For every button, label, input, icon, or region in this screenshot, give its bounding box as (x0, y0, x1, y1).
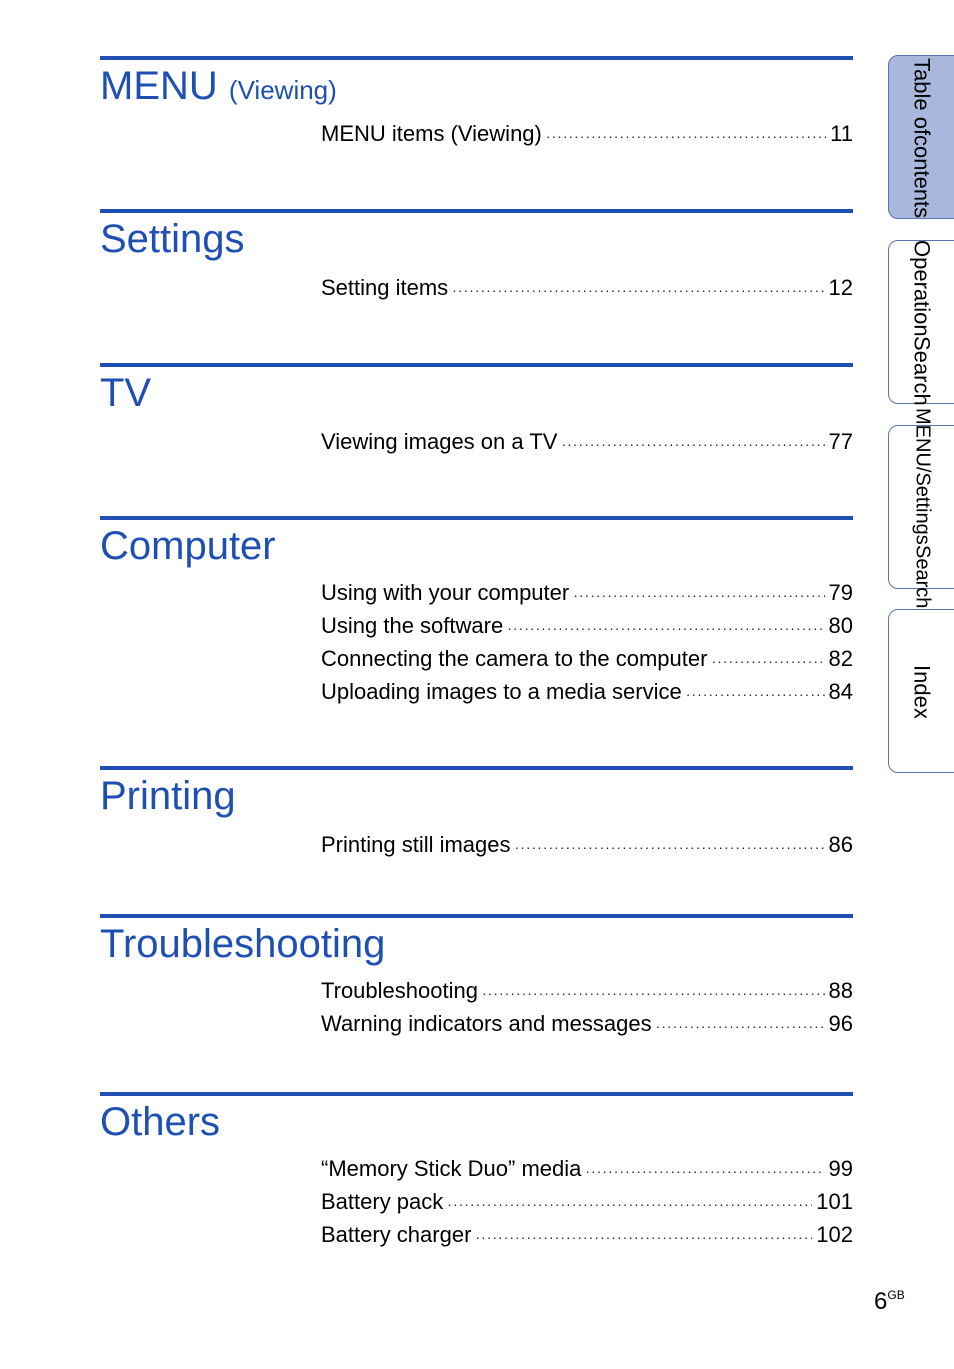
entry-text: Using the software (321, 613, 504, 638)
toc-entry-memory-stick[interactable] (321, 1152, 853, 1185)
tab-table-of-contents[interactable] (888, 55, 954, 219)
page-number (874, 1288, 905, 1316)
dot-leader (447, 1188, 812, 1221)
entry-text: Battery pack (321, 1189, 444, 1214)
toc-entry-battery-charger[interactable] (321, 1218, 853, 1251)
section-title: Printing (100, 774, 236, 818)
toc-entry-viewing-tv[interactable] (321, 425, 853, 458)
dot-leader (452, 274, 824, 307)
tab-label (889, 407, 954, 609)
tab-label (889, 56, 954, 220)
dot-leader (585, 1155, 824, 1188)
section-printing (100, 766, 853, 857)
entry-page: 86 (828, 832, 853, 857)
entry-text: Viewing images on a TV (321, 429, 558, 454)
entry-text: Battery charger (321, 1222, 472, 1247)
section-others (100, 1092, 853, 1247)
toc-entry-battery-pack[interactable] (321, 1185, 853, 1218)
section-subtitle: (Viewing) (228, 75, 337, 105)
dot-leader (573, 579, 824, 612)
dot-leader (482, 977, 825, 1010)
tab-label (889, 241, 954, 405)
section-title: Troubleshooting (100, 922, 386, 966)
tab-label-line1: MENU/Settings (911, 407, 934, 545)
toc-entry-setting-items[interactable] (321, 271, 853, 304)
tab-label-line2: Search (911, 544, 934, 609)
page-number-suffix: GB (887, 1288, 905, 1302)
tab-label-line1: Operation (909, 239, 935, 337)
entry-text: Printing still images (321, 832, 511, 857)
section-heading (100, 60, 853, 114)
section-settings (100, 209, 853, 300)
entry-text: Using with your computer (321, 580, 570, 605)
entry-page: 101 (816, 1189, 853, 1214)
toc-entry-warning-indicators[interactable] (321, 1007, 853, 1040)
entry-page: 102 (816, 1222, 853, 1247)
entry-text: Connecting the camera to the computer (321, 646, 708, 671)
entry-text: MENU items (Viewing) (321, 121, 542, 146)
page-number-value: 6 (874, 1288, 888, 1315)
dot-leader (656, 1010, 825, 1043)
toc-entry-troubleshooting[interactable] (321, 974, 853, 1007)
toc-entry-uploading-images[interactable] (321, 675, 853, 708)
section-title: Settings (100, 217, 245, 261)
entry-page: 77 (828, 429, 853, 454)
dot-leader (475, 1221, 812, 1254)
dot-leader (507, 612, 824, 645)
toc-entry-printing-still[interactable] (321, 828, 853, 861)
dot-leader (561, 428, 824, 461)
entry-page: 80 (828, 613, 853, 638)
entry-page: 79 (828, 580, 853, 605)
dot-leader (515, 831, 825, 864)
entry-page: 11 (830, 121, 853, 146)
section-title: TV (100, 371, 152, 415)
section-title: Computer (100, 524, 276, 568)
dot-leader (686, 678, 825, 711)
tab-index[interactable] (888, 609, 954, 773)
entry-page: 84 (828, 679, 853, 704)
tab-label-line2: Search (909, 336, 935, 407)
entry-page: 12 (828, 275, 853, 300)
section-tv (100, 363, 853, 454)
toc-entry-using-software[interactable] (321, 609, 853, 642)
toc-entry-connecting-camera[interactable] (321, 642, 853, 675)
dot-leader (546, 120, 826, 153)
tab-label-line1: Table of (909, 57, 935, 135)
tab-menu-settings-search[interactable] (888, 407, 954, 609)
toc-entry-menu-items[interactable] (321, 117, 853, 150)
entry-text: Setting items (321, 275, 449, 300)
entry-text: Uploading images to a media service (321, 679, 682, 704)
tab-label-line1: Index (909, 665, 935, 719)
tab-label-line2: contents (909, 134, 935, 219)
entry-text: “Memory Stick Duo” media (321, 1156, 582, 1181)
dot-leader (711, 645, 824, 678)
entry-text: Warning indicators and messages (321, 1011, 652, 1036)
entry-page: 96 (828, 1011, 853, 1036)
toc-entry-using-computer[interactable] (321, 576, 853, 609)
entry-page: 99 (828, 1156, 853, 1181)
section-computer (100, 516, 853, 704)
entry-page: 88 (828, 978, 853, 1003)
entry-text: Troubleshooting (321, 978, 478, 1003)
tab-operation-search[interactable] (888, 239, 954, 407)
section-troubleshooting (100, 914, 853, 1036)
entry-page: 82 (828, 646, 853, 671)
section-menu (100, 56, 853, 146)
tab-label (889, 610, 954, 774)
section-title: Others (100, 1100, 221, 1144)
section-title: MENU (100, 64, 218, 108)
